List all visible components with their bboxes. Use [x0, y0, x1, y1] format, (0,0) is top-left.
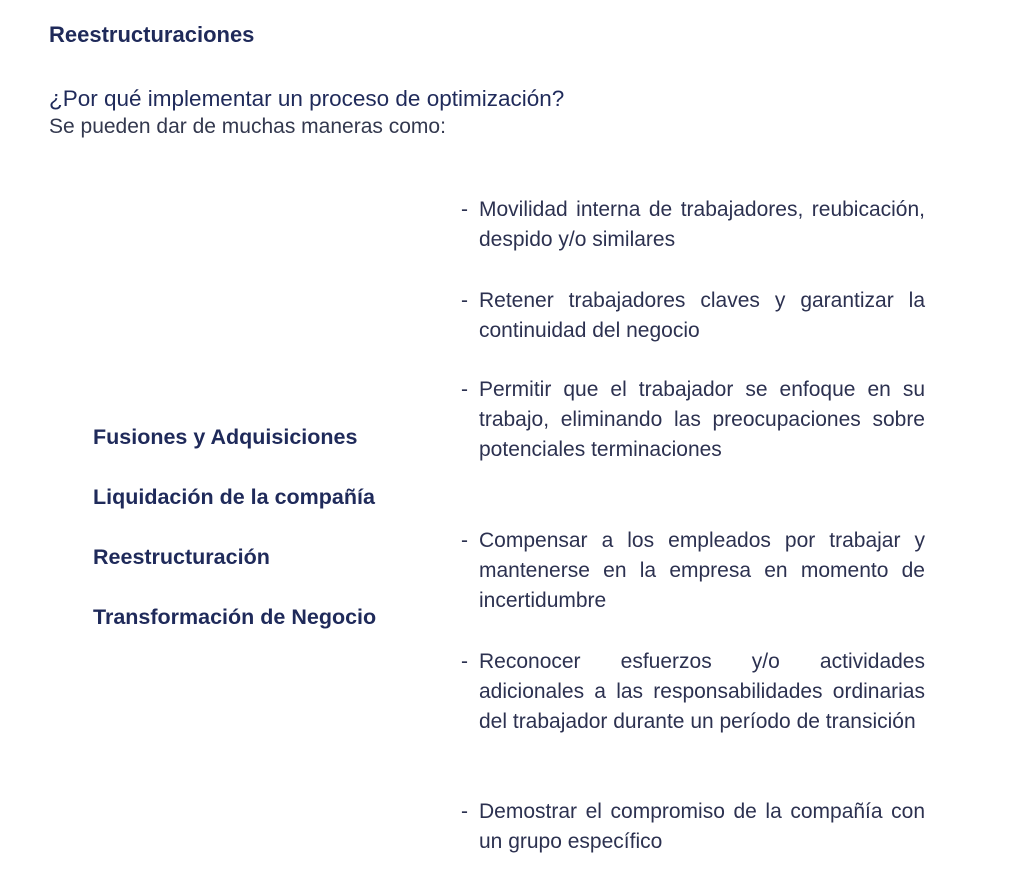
- list-item-text: Retener trabajadores claves y garantizar la continuidad del negocio: [479, 289, 925, 342]
- bullet-dash: -: [461, 289, 468, 312]
- bullet-dash: -: [461, 800, 468, 823]
- list-item-text: Reconocer esfuerzos y/o actividades adicionales a las responsabilidades ordinarias del trabajador durante un período de transición: [479, 650, 925, 733]
- list-item: [461, 286, 925, 346]
- intro-text: Se pueden dar de muchas maneras como:: [49, 115, 446, 138]
- bullet-dash: -: [461, 198, 468, 221]
- scenario-liquidation: Liquidación de la compañía: [93, 485, 375, 509]
- list-item-text: Movilidad interna de trabajadores, reubicación, despido y/o similares: [479, 198, 925, 251]
- section-title: Reestructuraciones: [49, 22, 255, 47]
- bullet-dash: -: [461, 650, 468, 673]
- list-item-text: Compensar a los empleados por trabajar y mantenerse en la empresa en momento de incertidumbre: [479, 529, 925, 612]
- list-item: [461, 526, 925, 616]
- list-item-text: Demostrar el compromiso de la compañía con un grupo específico: [479, 800, 925, 853]
- scenario-restructuring: Reestructuración: [93, 545, 270, 569]
- bullet-dash: -: [461, 529, 468, 552]
- scenario-mergers-acquisitions: Fusiones y Adquisiciones: [93, 425, 358, 449]
- scenario-business-transformation: Transformación de Negocio: [93, 605, 377, 629]
- list-item: [461, 647, 925, 737]
- list-item-text: Permitir que el trabajador se enfoque en su trabajo, eliminando las preocupaciones sobre potenciales terminaciones: [479, 378, 925, 461]
- bullet-dash: -: [461, 378, 468, 401]
- question-heading: ¿Por qué implementar un proceso de optimización?: [49, 86, 565, 111]
- list-item: [461, 375, 925, 465]
- list-item: [461, 195, 925, 255]
- list-item: [461, 797, 925, 857]
